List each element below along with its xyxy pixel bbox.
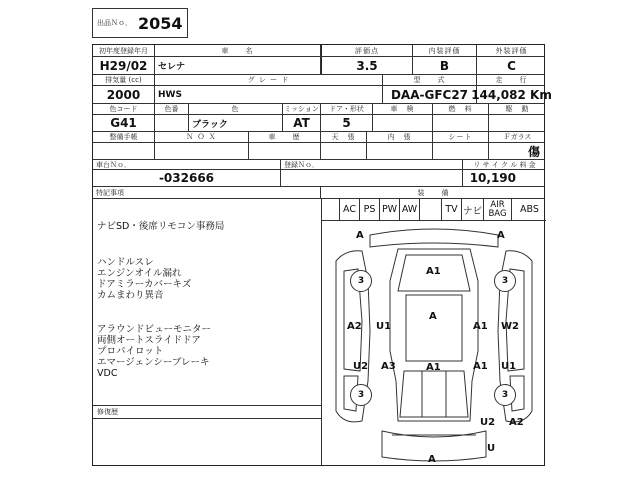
auction-sheet [92,44,552,466]
name-label: 車 名 [155,45,321,56]
ceiling-value [321,143,367,159]
mark-left-door: U1 [376,321,392,332]
colorcode-value: G41 [93,115,155,131]
row4-labels [93,132,544,143]
note-line-6: アラウンドビューモニター [97,324,212,335]
mark-left-slide-door: A3 [381,361,396,372]
tire-front-left: 3 [350,270,372,292]
mark-rear-u2: U2 [480,417,496,428]
inspection-value [373,115,433,131]
note-line-9: エマージェンシーブレーキ [97,357,210,368]
equipment-label: 装 備 [417,188,450,197]
equip-blank [322,199,340,220]
score-label: 評価点 [321,45,413,56]
ceiling-label: 天 張 [321,132,367,142]
doors-label: ドア・形状 [321,104,373,114]
nox-value [155,143,249,159]
mission-value: AT [283,115,321,131]
equip-abs: ABS [520,204,539,215]
history-value [249,143,321,159]
fuel-label: 燃 料 [433,104,489,114]
drive-value [489,115,546,131]
fuel-value [433,115,489,131]
equipment-row [321,199,546,221]
lot-label: 出品Ｎｏ． [97,19,132,27]
interior-value: B [413,57,477,74]
colorno-value [155,115,189,131]
mark-rear-bumper: A [428,454,436,465]
repair-divider-bottom [93,418,321,419]
grade-label: グ レ ー ド [155,75,383,85]
note-line-7: 両側オートスライドドア [97,335,201,346]
repair-label: 修復歴 [97,408,118,416]
row5-labels [93,160,544,170]
equip-empty [420,199,442,220]
mark-hood: A1 [426,266,441,277]
lot-number-box [92,8,188,38]
row3-values [93,115,544,132]
nox-label: Ｎ Ｏ Ｘ [155,132,249,142]
mark-roof: A [429,311,437,322]
note-line-4: ドアミラーカバーキズ [97,279,192,290]
row1-labels [93,45,544,57]
tire-rear-left: 3 [350,384,372,406]
mark-right-slide-door: A1 [473,361,488,372]
mileage-value: 144,082 Km [471,87,552,102]
colorno-label: 色番 [155,104,189,114]
tire-front-right: 3 [494,270,516,292]
chassis-label: 車台Ｎｏ． [93,160,281,169]
equip-airbag: AIR BAG [484,199,512,220]
interior-lining-value [367,143,433,159]
equip-aw: AW [400,199,420,220]
mark-center: A1 [426,362,441,373]
mark-front-left: A [356,230,364,241]
equip-ps: PS [360,199,380,220]
doors-value: 5 [321,115,373,131]
model-label: 型 式 [383,75,477,85]
row2-values [93,86,552,104]
note-line-5: カムまわり異音 [97,290,164,301]
mark-left-fender: A2 [347,321,362,332]
equip-tv: TV [442,199,462,220]
model-value: DAA-GFC27 [383,86,477,103]
mission-label: ミッション [283,104,321,114]
mark-front-right: A [497,230,505,241]
drive-label: 駆 動 [505,105,530,113]
grade-value: HWS [155,86,383,103]
exterior-value: C [507,58,516,73]
equip-navi: ナビ [462,199,484,220]
row2-labels [93,75,544,86]
note-line-3: エンジンオイル漏れ [97,268,182,279]
regno-value [281,170,463,186]
mark-right-rear-side: U1 [501,361,517,372]
notes-label: 特記事項 [93,187,321,198]
notes-equip-header [93,187,544,199]
manual-label: 整備手帳 [93,132,155,142]
row1-values [93,57,544,75]
score-value: 3.5 [321,57,413,74]
mark-right-door: A1 [473,321,488,332]
fglass-value: 傷 [527,144,540,159]
interior-lining-label: 内 張 [367,132,433,142]
note-line-1: ナビSD・後席リモコン事務局 [97,221,225,232]
interior-label: 内装評価 [413,45,477,56]
cc-label: 排気量 (cc) [93,75,155,85]
mark-left-rear-side: U2 [353,361,369,372]
year-label: 初年度登録年月 [93,45,155,56]
cc-value: 2000 [93,86,155,103]
row4-values [93,143,544,160]
fglass-label: Ｆガラス [503,133,532,141]
seat-label: シート [433,132,489,142]
color-value: ブラック [189,115,283,131]
note-line-10: VDC [97,368,118,379]
repair-divider-top [93,405,321,406]
regno-label: 登録Ｎｏ． [281,160,463,169]
seat-value [433,143,489,159]
recycle-value: 10,190 [469,171,516,185]
note-line-8: プロパイロット [97,346,164,357]
lot-number: 2054 [138,13,183,33]
manual-value [93,143,155,159]
history-label: 車 歴 [249,132,321,142]
equip-ac: AC [340,199,360,220]
name-value: セレナ [155,57,321,74]
recycle-label: リ サ イ ク ル 料 金 [473,160,536,169]
mileage-label: 走 行 [495,76,528,84]
color-label: 色 [189,104,283,114]
colorcode-label: 色コード [93,104,155,114]
car-diagram [322,221,546,466]
note-line-2: ハンドルスレ [97,257,154,268]
row5-values [93,170,544,187]
tire-rear-right: 3 [494,384,516,406]
equip-pw: PW [380,199,400,220]
mark-rear-u: U [487,443,496,454]
chassis-value: -032666 [93,170,281,186]
inspection-label: 車 検 [373,104,433,114]
row3-labels [93,104,544,115]
mark-right-fender: W2 [501,321,519,332]
exterior-label: 外装評価 [495,46,528,55]
year-value: H29/02 [93,57,155,74]
mark-rear-a2: A2 [509,417,524,428]
